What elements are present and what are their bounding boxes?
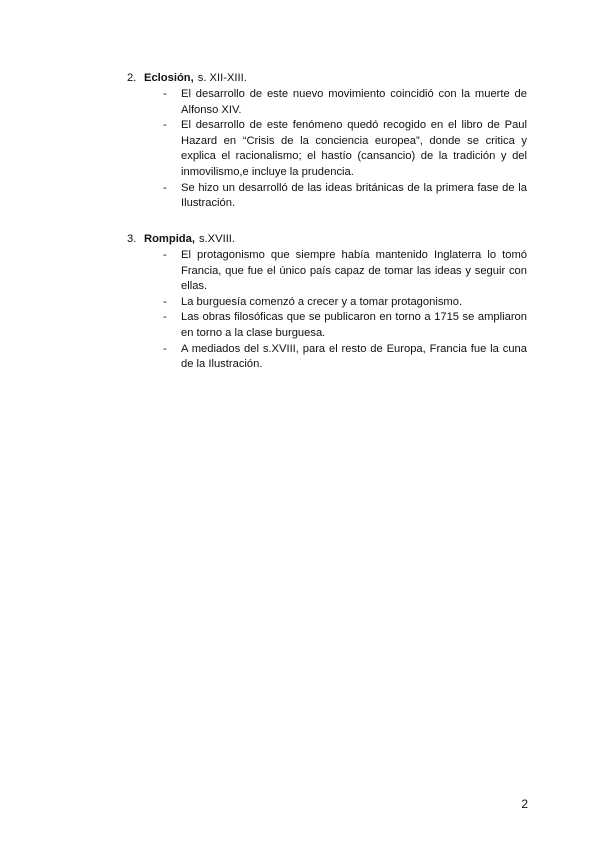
section-heading (127, 71, 527, 87)
bullet-dash: - (163, 311, 167, 324)
list-item (163, 118, 527, 180)
bullet-text: Las obras filosóficas que se publicaron en torno a 1715 se ampliaron en torno a la clase burguesa. (181, 311, 527, 339)
bullet-dash: - (163, 342, 167, 355)
section-title: Rompida, (144, 233, 195, 245)
bullet-text: La burguesía comenzó a crecer y a tomar protagonismo. (181, 295, 463, 308)
bullet-dash: - (163, 119, 167, 132)
section-title: Eclosión, (144, 72, 194, 84)
section-period: s. XII-XIII. (197, 72, 247, 84)
list-item (163, 181, 527, 212)
bullet-dash: - (163, 295, 167, 308)
bullet-dash: - (163, 249, 167, 261)
list-item (163, 295, 527, 311)
list-item (163, 342, 527, 373)
bullet-list (127, 87, 527, 212)
bullet-dash: - (163, 181, 167, 194)
section-period: s.XVIII. (198, 233, 236, 245)
bullet-text: Se hizo un desarrolló de las ideas británicas de la primera fase de la Ilustración. (181, 181, 527, 210)
section-rompida (127, 232, 527, 373)
section-heading (127, 232, 527, 248)
bullet-text: El protagonismo que siempre había mantenido Inglaterra lo tomó Francia, que fue el único país capaz de tomar las ideas y seguir con ellas. (181, 249, 527, 293)
bullet-dash: - (163, 88, 167, 100)
list-item (163, 310, 527, 341)
section-number: 3. (127, 233, 137, 245)
bullet-text: El desarrollo de este nuevo movimiento coincidió con la muerte de Alfonso XIV. (181, 88, 527, 116)
list-item (163, 87, 527, 118)
bullet-text: A mediados del s.XVIII, para el resto de Europa, Francia fue la cuna de la Ilustración. (181, 342, 527, 371)
bullet-list (127, 248, 527, 373)
page-number: 2 (521, 797, 528, 811)
bullet-text: El desarrollo de este fenómeno quedó recogido en el libro de Paul Hazard en “Crisis de la conciencia europea”, donde se critica y explica el racionalismo; el hastío (cansancio) de la tradición y del inmovilismo,e incluye la prudencia. (181, 119, 527, 178)
section-number: 2. (127, 72, 137, 84)
section-eclosion (127, 71, 527, 212)
list-item (163, 248, 527, 295)
